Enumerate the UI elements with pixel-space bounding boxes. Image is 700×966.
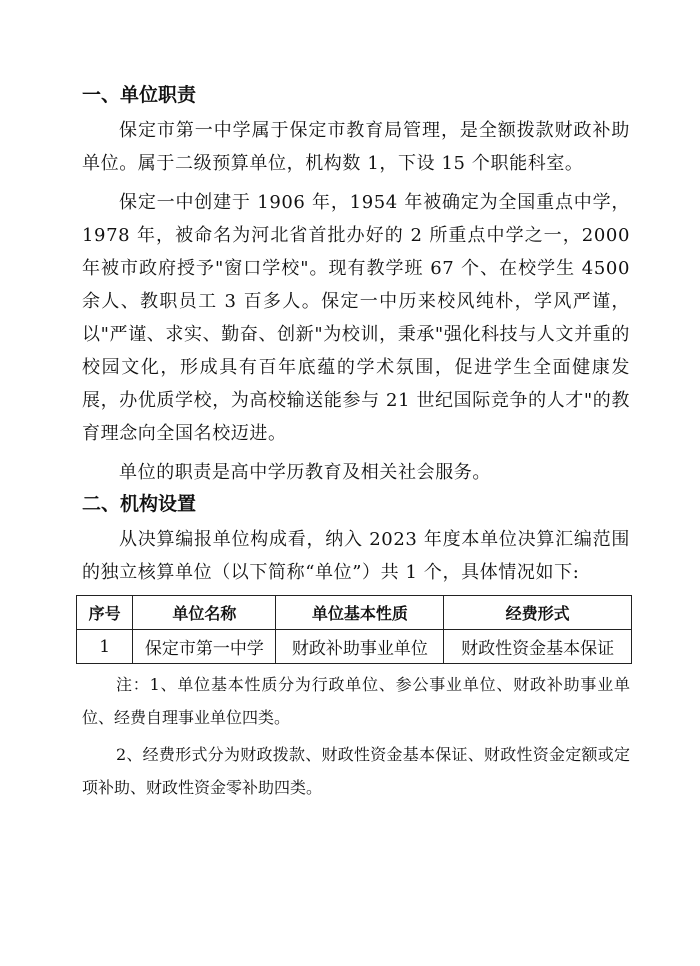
header-unit-name: 单位名称 <box>133 596 276 630</box>
section-heading-duties: 一、单位职责 <box>82 84 197 106</box>
note-1: 注：1、单位基本性质分为行政单位、参公事业单位、财政补助事业单位、经费自理事业单位四类。 <box>82 675 630 727</box>
table-row <box>77 630 632 664</box>
header-serial: 序号 <box>77 596 133 630</box>
unit-info-table <box>76 595 632 664</box>
header-unit-type: 单位基本性质 <box>276 596 444 630</box>
section-heading-structure: 二、机构设置 <box>82 493 197 515</box>
table-header-row <box>77 596 632 630</box>
note-2: 2、经费形式分为财政拨款、财政性资金基本保证、财政性资金定额或定项补助、财政性资金零补助四类。 <box>82 745 630 797</box>
document-page <box>82 80 630 804</box>
duties-paragraph-3: 单位的职责是高中学历教育及相关社会服务。 <box>119 462 491 483</box>
cell-unit-name: 保定市第一中学 <box>133 630 276 664</box>
duties-paragraph-1: 保定市第一中学属于保定市教育局管理，是全额拨款财政补助单位。属于二级预算单位，机构数 1，下设 15 个职能科室。 <box>82 120 630 174</box>
duties-paragraph-2: 保定一中创建于 1906 年，1954 年被确定为全国重点中学，1978 年，被命名为河北省首批办好的 2 所重点中学之一，2000 年被市政府授予"窗口学校"。现有教学班 67 个、在校学生 4500 余人、教职员工 3 百多人。保定一中历来校风纯朴，学风严谨，以"严谨、求实、勤奋、创新"为校训，秉承"强化科技与人文并重的校园文化，形成具有百年底蕴的学术氛围，促进学生全面健康发展，办优质学校，为高校输送能参与 21 世纪国际竞争的人才"的教育理念向全国名校迈进。 <box>82 192 630 444</box>
cell-serial: 1 <box>77 630 133 664</box>
header-funding-form: 经费形式 <box>444 596 632 630</box>
cell-unit-type: 财政补助事业单位 <box>276 630 444 664</box>
cell-funding-form: 财政性资金基本保证 <box>444 630 632 664</box>
structure-intro-paragraph: 从决算编报单位构成看，纳入 2023 年度本单位决算汇编范围的独立核算单位（以下简称“单位”）共 1 个，具体情况如下: <box>82 529 630 583</box>
